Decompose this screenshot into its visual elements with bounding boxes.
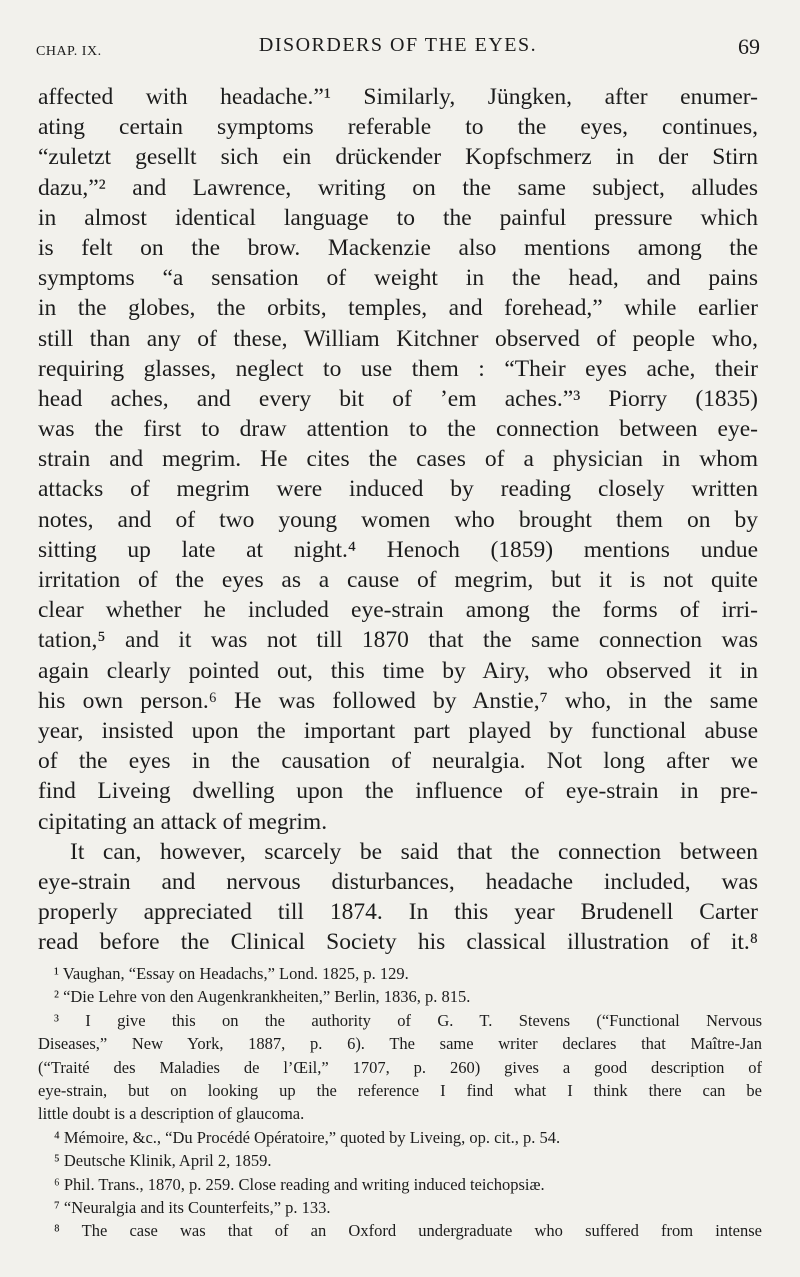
text-line: It can, however, scarcely be said that the connection between: [70, 838, 758, 865]
text-line: in the globes, the orbits, temples, and forehead,” while earlier: [38, 295, 758, 322]
footnote-line: ³ I give this on the authority of G. T. Stevens (“Functional Nervous: [54, 1010, 762, 1030]
text-line: dazu,”² and Lawrence, writing on the same subject, alludes: [38, 174, 758, 201]
running-title: DISORDERS OF THE EYES.: [258, 34, 538, 56]
text-line: clear whether he included eye-strain among the forms of irri-: [38, 597, 758, 624]
text-line: read before the Clinical Society his classical illustration of it.⁸: [38, 929, 758, 956]
text-line: eye-strain and nervous disturbances, headache included, was: [38, 868, 758, 895]
text-line: ating certain symptoms referable to the eyes, continues,: [38, 114, 758, 141]
text-line: still than any of these, William Kitchner observed of people who,: [38, 325, 758, 352]
footnote-line: (“Traité des Maladies de l’Œil,” 1707, p. 260) gives a good description of: [38, 1057, 762, 1077]
text-line: requiring glasses, neglect to use them : “Their eyes ache, their: [38, 355, 758, 382]
text-line: is felt on the brow. Mackenzie also mentions among the: [38, 234, 758, 261]
text-line: attacks of megrim were induced by reading closely written: [38, 476, 758, 503]
text-line: cipitating an attack of megrim.: [38, 808, 328, 835]
footnote-line: ⁴ Mémoire, &c., “Du Procédé Opératoire,” quoted by Liveing, op. cit., p. 54.: [54, 1127, 561, 1147]
page-number: 69: [738, 34, 760, 59]
footnote-line: ⁶ Phil. Trans., 1870, p. 259. Close reading and writing induced teichopsiæ.: [54, 1174, 545, 1194]
text-line: tation,⁵ and it was not till 1870 that the same connection was: [38, 627, 758, 654]
text-line: “zuletzt gesellt sich ein drückender Kopfschmerz in der Stirn: [38, 144, 758, 171]
text-line: in almost identical language to the painful pressure which: [38, 204, 758, 231]
footnotes: [38, 962, 762, 1243]
text-line: head aches, and every bit of ’em aches.”³ Piorry (1835): [38, 385, 758, 412]
text-line: find Liveing dwelling upon the influence of eye-strain in pre-: [38, 778, 758, 805]
text-line: symptoms “a sensation of weight in the head, and pains: [38, 265, 758, 292]
footnote-line: ¹ Vaughan, “Essay on Headachs,” Lond. 1825, p. 129.: [54, 964, 409, 983]
text-line: notes, and of two young women who brought them on by: [38, 506, 758, 533]
footnote-line: ⁷ “Neuralgia and its Counterfeits,” p. 133.: [54, 1197, 331, 1217]
footnote-line: little doubt is a description of glaucoma.: [38, 1104, 305, 1124]
footnote-line: ⁸ The case was that of an Oxford undergraduate who suffered from intense: [54, 1221, 762, 1241]
text-line: strain and megrim. He cites the cases of a physician in whom: [38, 446, 758, 473]
text-line: was the first to draw attention to the connection between eye-: [38, 416, 758, 443]
text-line: sitting up late at night.⁴ Henoch (1859) mentions undue: [38, 536, 758, 563]
text-line: irritation of the eyes as a cause of megrim, but it is not quite: [38, 567, 758, 593]
chapter-label: CHAP. IX.: [36, 44, 102, 59]
text-line: again clearly pointed out, this time by Airy, who observed it in: [38, 657, 758, 684]
footnote-line: ⁵ Deutsche Klinik, April 2, 1859.: [54, 1151, 272, 1171]
main-text: [38, 82, 758, 957]
text-line: properly appreciated till 1874. In this year Brudenell Carter: [38, 899, 758, 926]
footnote-line: Diseases,” New York, 1887, p. 6). The same writer declares that Maître-Jan: [38, 1034, 762, 1054]
text-line: affected with headache.”¹ Similarly, Jüngken, after enumer-: [38, 84, 758, 110]
running-header: [36, 34, 760, 68]
footnote-line: eye-strain, but on looking up the reference I find what I think there can be: [38, 1080, 762, 1100]
text-line: his own person.⁶ He was followed by Anstie,⁷ who, in the same: [38, 687, 758, 714]
text-line: year, insisted upon the important part played by functional abuse: [38, 717, 758, 744]
footnote-line: ² “Die Lehre von den Augenkrankheiten,” Berlin, 1836, p. 815.: [54, 987, 471, 1007]
text-line: of the eyes in the causation of neuralgia. Not long after we: [38, 748, 758, 775]
